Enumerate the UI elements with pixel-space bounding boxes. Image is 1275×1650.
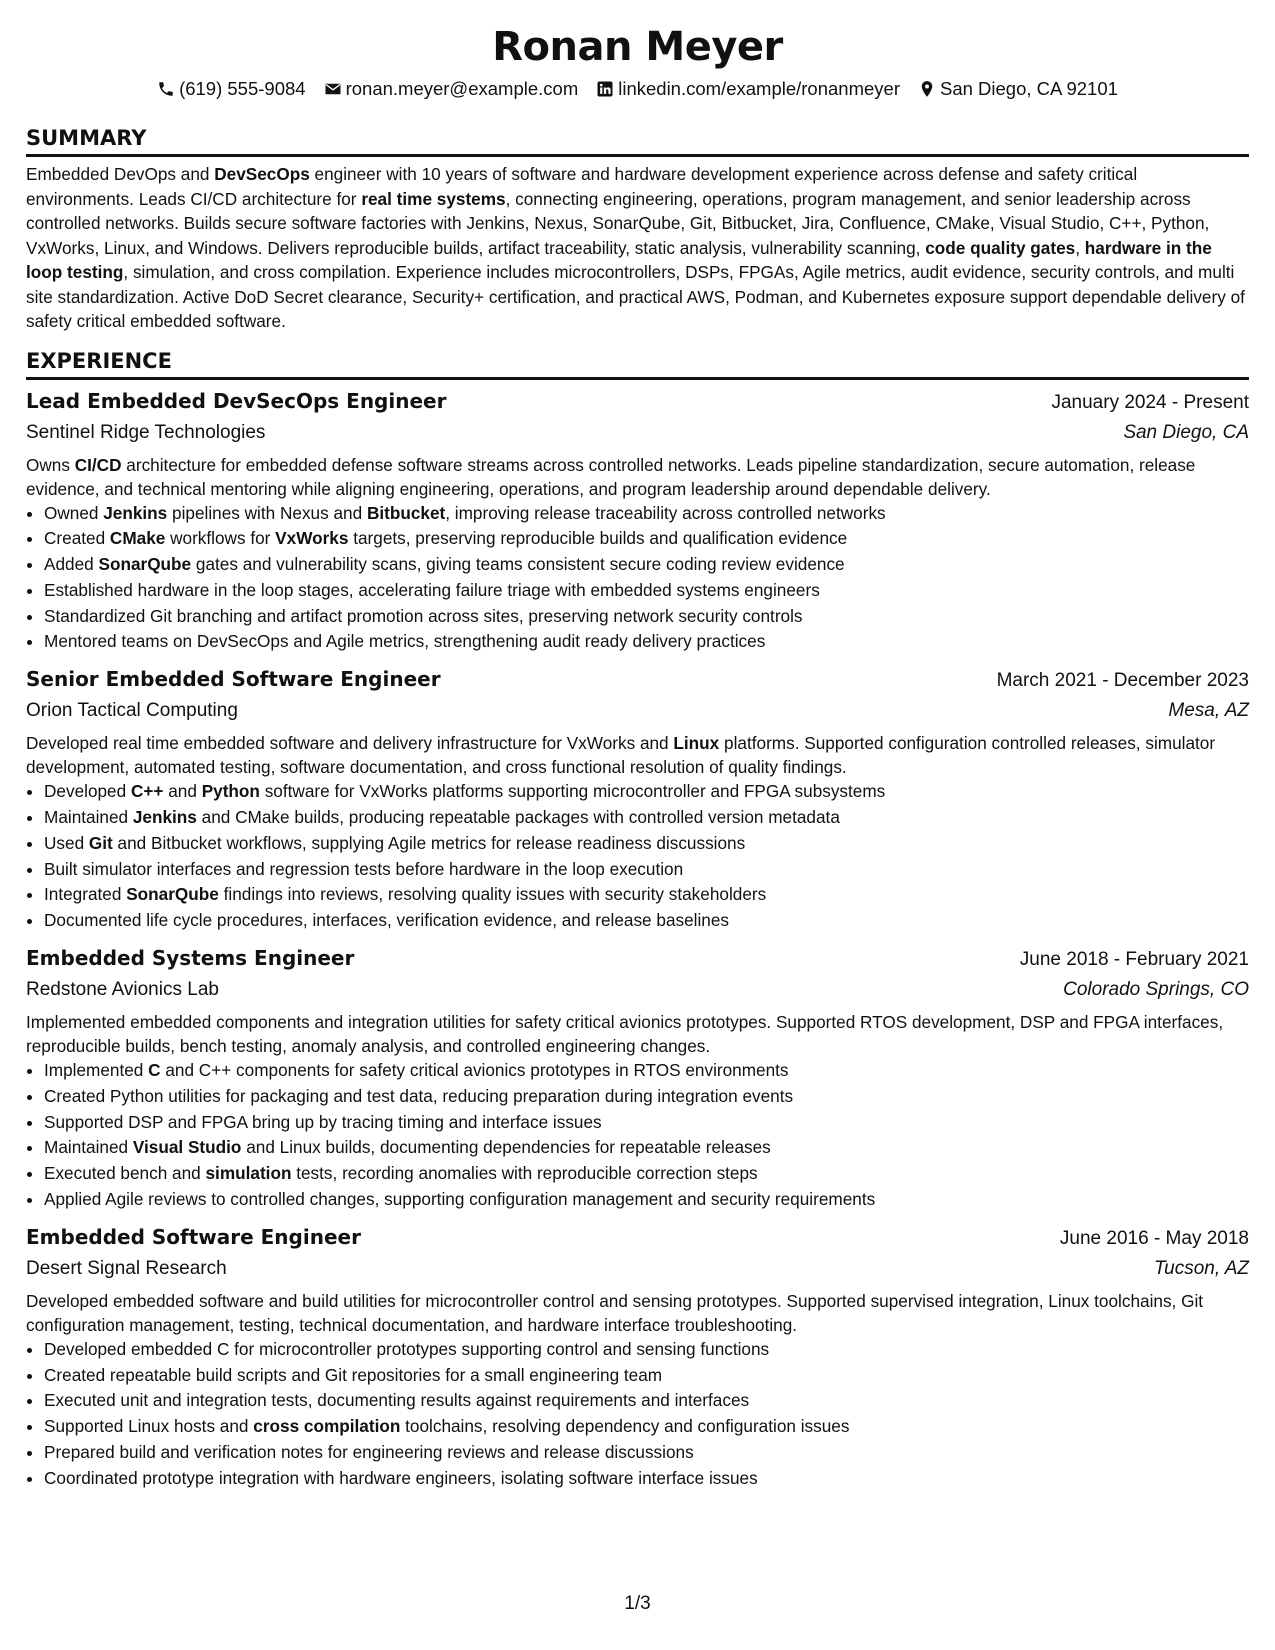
experience-list [26,386,1249,1492]
job-entry [26,943,1249,1213]
text-run: and Linux builds, documenting dependencies for repeatable releases [241,1137,771,1158]
text-run: Owned [44,502,104,523]
emphasis-text: simulation [205,1163,292,1184]
bullet-item [44,604,1249,630]
job-description [26,1010,1249,1058]
bullet-item [44,779,1249,805]
text-run: targets, preserving reproducible builds and qualification evidence [348,528,848,549]
text-run: architecture for embedded defense software streams across controlled networks. Leads pipeline standardization, secure automation, release evidence, and technical mentoring while aligning engineering, operations, and program leadership around dependable delivery. [26,454,1196,499]
emphasis-text: SonarQube [98,554,192,575]
bullet-item [44,1440,1249,1466]
company-name: Orion Tactical Computing [26,700,238,722]
text-run: engineer with 10 years of software and hardware development experience across defense and safety critical environments. Leads CI/CD architecture for [26,164,1138,209]
emphasis-text: real time systems [361,188,506,209]
bullet-item [44,1187,1249,1213]
text-run: Developed embedded software and build utilities for microcontroller control and sensing prototypes. Supported supervised integration, Linux toolchains, Git configuration management, testing, technical documentation, and hardware interface troubleshooting. [26,1290,1204,1335]
company-name: Redstone Avionics Lab [26,979,219,1001]
text-run: Coordinated prototype integration with hardware engineers, isolating software interface issues [44,1467,758,1488]
experience-heading: EXPERIENCE [26,347,1249,380]
email-link[interactable]: ronan.meyer@example.com [345,78,579,99]
text-run: Implemented [44,1060,149,1081]
text-run: platforms. Supported configuration controlled releases, simulator development, automated testing, software documentation, and cross functional resolution of quality findings. [26,733,1216,778]
bullet-item [44,1110,1249,1136]
bullet-item [44,552,1249,578]
emphasis-text: Git [88,832,113,853]
job-bullets [26,1337,1249,1492]
text-run: Owns [26,454,75,475]
job-bullets [26,501,1249,656]
bullet-item [44,1058,1249,1084]
emphasis-text: C [148,1060,161,1081]
text-run: Created [44,528,110,549]
text-run: Standardized Git branching and artifact promotion across sites, preserving network security controls [44,605,803,626]
company-name: Desert Signal Research [26,1257,227,1279]
contact-bar [26,76,1249,102]
envelope-icon [324,80,342,98]
emphasis-text: code quality gates [925,237,1076,258]
bullet-item [44,1161,1249,1187]
text-run: Executed unit and integration tests, documenting results against requirements and interfaces [44,1390,750,1411]
bullet-item [44,1084,1249,1110]
text-run: , simulation, and cross compilation. Experience includes microcontrollers, DSPs, FPGAs, Agile metrics, audit evidence, security controls, and multi site standardization. Active DoD Secret clearance, Security+ certification, and practical AWS, Podman, and Kubernetes exposure support dependable delivery of safety critical embedded software. [26,262,1245,331]
contact-location [918,76,1118,102]
text-run: , [1075,237,1085,258]
text-run: Executed bench and [44,1163,206,1184]
bullet-item [44,629,1249,655]
contact-email[interactable] [324,76,579,102]
emphasis-text: C++ [130,781,164,802]
job-description [26,453,1249,501]
text-run: Established hardware in the loop stages, accelerating failure triage with embedded systems engineers [44,579,820,600]
emphasis-text: CMake [109,528,166,549]
text-run: Developed embedded C for microcontroller prototypes supporting control and sensing functions [44,1338,770,1359]
text-run: Implemented embedded components and integration utilities for safety critical avionics prototypes. Supported RTOS development, DSP and FPGA interfaces, reproducible builds, bench testing, anomaly analysis, and controlled engineering changes. [26,1012,1224,1057]
bullet-item [44,882,1249,908]
job-dates: June 2018 - February 2021 [1019,949,1249,971]
contact-linkedin[interactable] [596,76,900,102]
text-run: Embedded DevOps and [26,164,215,184]
job-entry [26,386,1249,656]
bullet-item [44,1466,1249,1492]
bullet-item [44,831,1249,857]
bullet-item [44,1414,1249,1440]
emphasis-text: hardware in the loop testing [26,237,1212,282]
bullet-item [44,857,1249,883]
job-title: Embedded Systems Engineer [26,946,355,971]
text-run: and Bitbucket workflows, supplying Agile metrics for release readiness discussions [112,832,746,853]
location-text: San Diego, CA 92101 [939,78,1118,99]
linkedin-link[interactable]: linkedin.com/example/ronanmeyer [618,78,900,99]
text-run: Integrated [44,884,127,905]
job-dates: March 2021 - December 2023 [996,670,1249,692]
text-run: findings into reviews, resolving quality issues with security stakeholders [218,884,767,905]
text-run: Used [44,832,89,853]
text-run: Created Python utilities for packaging and test data, reducing preparation during integration events [44,1085,794,1106]
text-run: toolchains, resolving dependency and configuration issues [400,1416,850,1437]
emphasis-text: Jenkins [103,502,168,523]
job-entry [26,1222,1249,1492]
emphasis-text: SonarQube [126,884,219,905]
bullet-item [44,805,1249,831]
text-run: and C++ components for safety critical avionics prototypes in RTOS environments [160,1060,789,1081]
text-run: Maintained [44,807,133,828]
company-name: Sentinel Ridge Technologies [26,421,266,443]
job-title: Embedded Software Engineer [26,1224,361,1249]
bullet-item [44,526,1249,552]
job-dates: June 2016 - May 2018 [1059,1227,1249,1249]
text-run: Developed real time embedded software and delivery infrastructure for VxWorks and [26,733,674,754]
text-run: Added [44,554,99,575]
candidate-name: Ronan Meyer [492,24,783,70]
job-location: Mesa, AZ [1168,700,1249,722]
emphasis-text: DevSecOps [214,164,310,184]
text-run: pipelines with Nexus and [167,502,367,523]
text-run: and CMake builds, producing repeatable packages with controlled version metadata [196,807,840,828]
text-run: gates and vulnerability scans, giving teams consistent secure coding review evidence [191,554,845,575]
job-entry [26,664,1249,934]
job-description [26,731,1249,779]
emphasis-text: VxWorks [275,528,349,549]
job-location: Tucson, AZ [1153,1257,1249,1279]
phone-text: (619) 555-9084 [179,78,306,99]
emphasis-text: CI/CD [74,454,122,475]
text-run: Built simulator interfaces and regression tests before hardware in the loop execution [44,858,684,879]
bullet-item [44,1337,1249,1363]
phone-icon [157,80,175,98]
text-run: software for VxWorks platforms supporting microcontroller and FPGA subsystems [259,781,886,802]
text-run: Developed [44,781,131,802]
bullet-item [44,1388,1249,1414]
emphasis-text: Python [201,781,260,802]
emphasis-text: Jenkins [132,807,197,828]
text-run: workflows for [165,528,276,549]
text-run: , improving release traceability across controlled networks [445,502,886,523]
text-run: Supported DSP and FPGA bring up by tracing timing and interface issues [44,1111,602,1132]
summary-heading: SUMMARY [26,124,1249,157]
bullet-item [44,501,1249,527]
job-bullets [26,1058,1249,1213]
bullet-item [44,1363,1249,1389]
bullet-item [44,908,1249,934]
map-pin-icon [918,80,936,98]
text-run: , connecting engineering, operations, program management, and senior leadership across controlled networks. Builds secure software factories with Jenkins, Nexus, SonarQube, Git, Bitbucket, Jira, Confluence, CMake, Visual Studio, C++, Python, VxWorks, Linux, and Windows. Delivers reproducible builds, artifact traceability, static analysis, vulnerability scanning, [26,188,1210,258]
text-run: Prepared build and verification notes for engineering reviews and release discussions [44,1442,694,1463]
text-run: Maintained [44,1137,133,1158]
text-run: tests, recording anomalies with reproducible correction steps [291,1163,758,1184]
linkedin-icon [596,80,614,98]
text-run: Supported Linux hosts and [44,1416,254,1437]
contact-phone [157,76,306,102]
job-location: San Diego, CA [1123,421,1249,443]
job-bullets [26,779,1249,934]
text-run: and [163,781,202,802]
page-number: 1/3 [624,1593,651,1614]
job-title: Senior Embedded Software Engineer [26,667,441,692]
resume-page [26,20,1249,1492]
job-location: Colorado Springs, CO [1063,979,1249,1001]
text-run: Mentored teams on DevSecOps and Agile metrics, strengthening audit ready delivery practices [44,631,766,652]
text-run: Created repeatable build scripts and Git repositories for a small engineering team [44,1364,663,1385]
summary-paragraph [26,162,1249,334]
bullet-item [44,1135,1249,1161]
text-run: Documented life cycle procedures, interfaces, verification evidence, and release baselines [44,910,730,931]
emphasis-text: Visual Studio [132,1137,242,1158]
job-dates: January 2024 - Present [1051,391,1249,413]
text-run: Applied Agile reviews to controlled changes, supporting configuration management and security requirements [44,1189,876,1210]
bullet-item [44,578,1249,604]
emphasis-text: Linux [673,733,720,754]
job-title: Lead Embedded DevSecOps Engineer [26,388,447,413]
emphasis-text: cross compilation [253,1416,401,1437]
job-description [26,1289,1249,1337]
emphasis-text: Bitbucket [366,502,446,523]
